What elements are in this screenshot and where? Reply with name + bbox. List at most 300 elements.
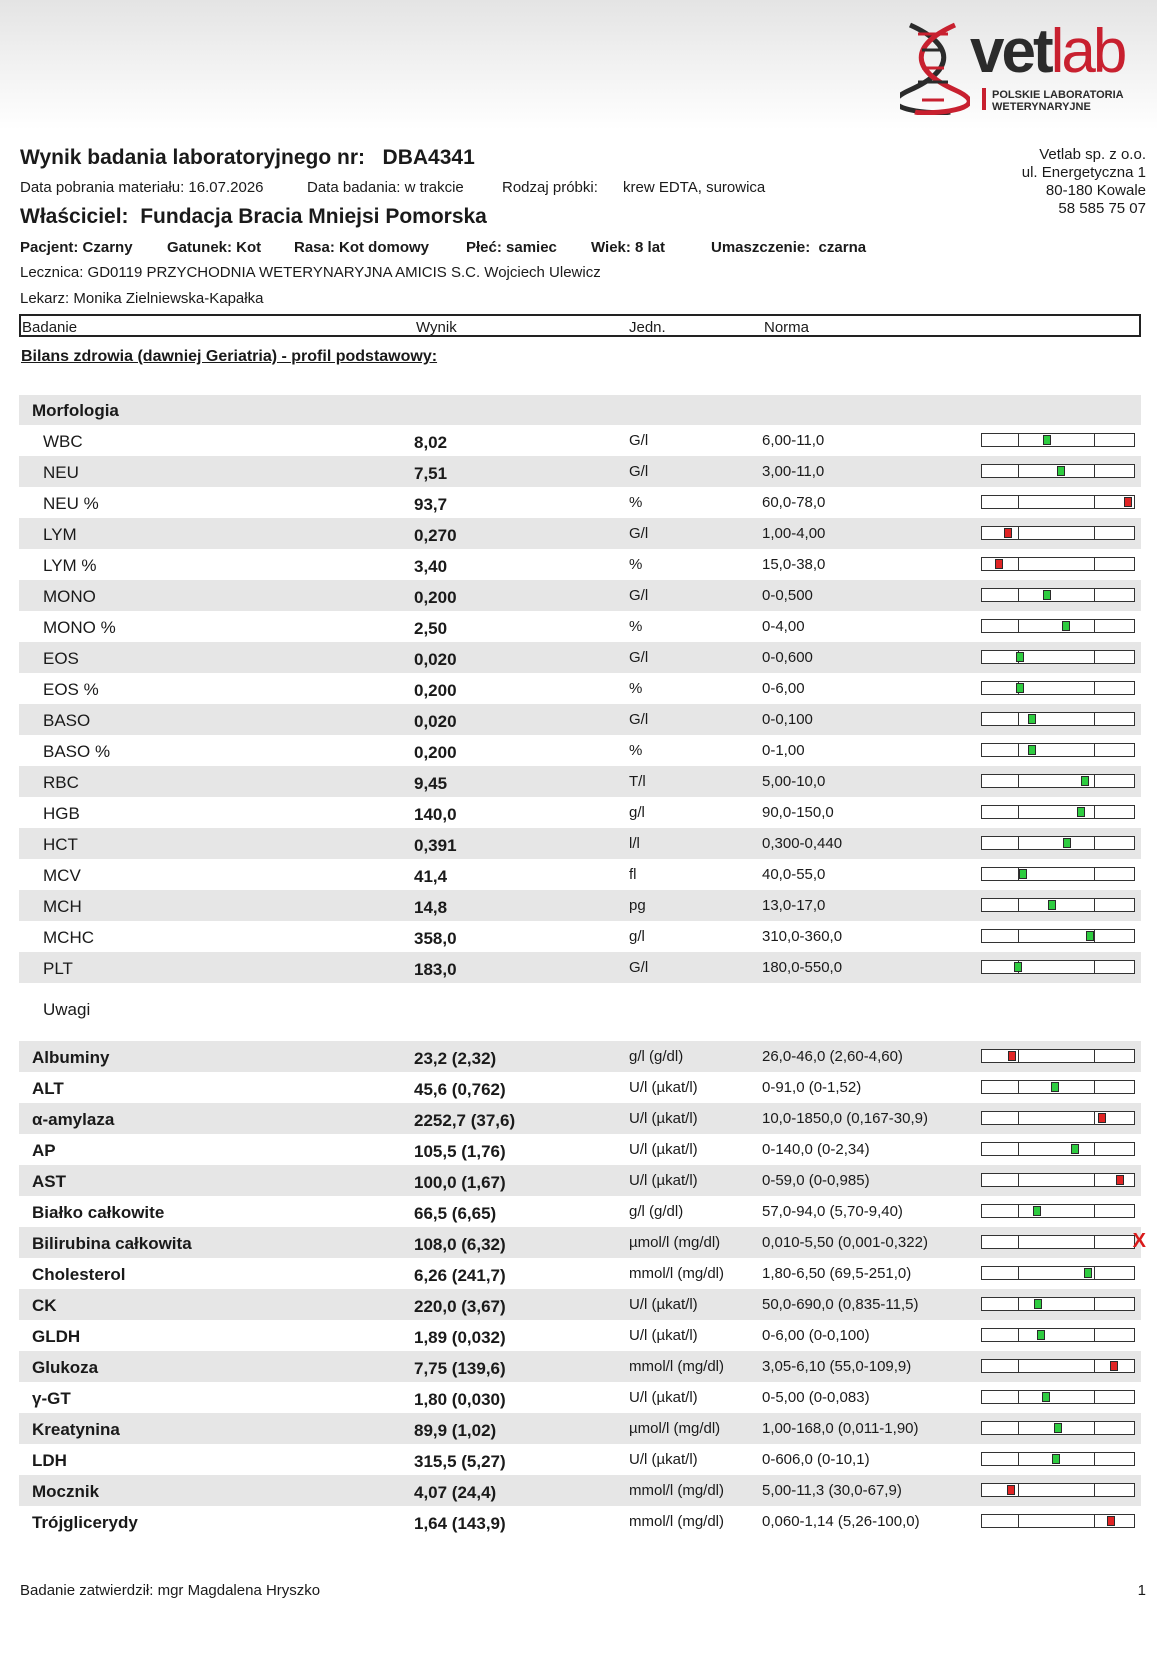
result-unit: U/l (µkat/l) <box>629 1079 698 1096</box>
result-unit: G/l <box>629 463 649 480</box>
value-marker <box>1028 714 1036 724</box>
result-unit: mmol/l (mg/dl) <box>629 1513 725 1530</box>
range-tick <box>1094 1236 1095 1248</box>
result-value: 1,80 (0,030) <box>414 1390 506 1409</box>
patient-sex: Płeć: samiec <box>466 239 557 256</box>
range-tick <box>1094 930 1095 942</box>
table-row <box>19 1258 1141 1289</box>
result-unit: mmol/l (mg/dl) <box>629 1358 725 1375</box>
value-marker <box>1063 838 1071 848</box>
range-indicator <box>981 1421 1135 1435</box>
value-marker <box>1098 1113 1106 1123</box>
result-unit: % <box>629 556 643 573</box>
result-value: 0,391 <box>414 836 457 855</box>
company-name: Vetlab sp. z o.o. <box>1039 146 1146 163</box>
range-tick <box>1094 651 1095 663</box>
range-tick <box>1094 589 1095 601</box>
value-marker <box>1019 869 1027 879</box>
company-address <box>1022 146 1146 218</box>
result-unit: µmol/l (mg/dl) <box>629 1420 721 1437</box>
out-of-range-mark: X <box>1132 1230 1146 1252</box>
result-unit: µmol/l (mg/dl) <box>629 1234 721 1251</box>
range-tick <box>1094 806 1095 818</box>
test-name: Kreatynina <box>32 1420 120 1439</box>
logo-subtitle: POLSKIE LABORATORIA WETERYNARYJNE <box>992 89 1124 113</box>
range-indicator <box>981 1452 1135 1466</box>
owner-line: Właściciel: Fundacja Bracia Mniejsi Pomorska <box>20 205 487 228</box>
reference-range: 60,0-78,0 <box>762 494 826 511</box>
value-marker <box>1086 931 1094 941</box>
result-unit: % <box>629 742 643 759</box>
collection-date: Data pobrania materiału: 16.07.2026 <box>20 179 264 196</box>
range-indicator <box>981 1266 1135 1280</box>
range-indicator <box>981 1359 1135 1373</box>
test-name: AP <box>32 1141 56 1160</box>
result-value: 0,020 <box>414 712 457 731</box>
reference-range: 1,00-168,0 (0,011-1,90) <box>762 1420 919 1437</box>
value-marker <box>1052 1454 1060 1464</box>
range-tick <box>1094 1050 1095 1062</box>
range-tick <box>1018 1360 1019 1372</box>
range-tick <box>1018 1422 1019 1434</box>
value-marker <box>1033 1206 1041 1216</box>
result-value: 105,5 (1,76) <box>414 1142 506 1161</box>
range-tick <box>1018 527 1019 539</box>
test-name: NEU <box>43 463 79 482</box>
result-value: 108,0 (6,32) <box>414 1235 506 1254</box>
range-tick <box>1094 1391 1095 1403</box>
range-indicator <box>981 619 1135 633</box>
reference-range: 0-6,00 <box>762 680 805 697</box>
result-unit: % <box>629 680 643 697</box>
table-row <box>19 859 1141 890</box>
logo-accent-bar <box>982 88 986 110</box>
reference-range: 0-5,00 (0-0,083) <box>762 1389 870 1406</box>
range-tick <box>1018 930 1019 942</box>
test-name: NEU % <box>43 494 99 513</box>
range-indicator <box>981 960 1135 974</box>
value-marker <box>1084 1268 1092 1278</box>
result-unit: mmol/l (mg/dl) <box>629 1482 725 1499</box>
value-marker <box>1014 962 1022 972</box>
value-marker <box>1016 652 1024 662</box>
table-row <box>19 580 1141 611</box>
reference-range: 0-0,600 <box>762 649 813 666</box>
table-row <box>19 1351 1141 1382</box>
value-marker <box>1004 528 1012 538</box>
result-unit: U/l (µkat/l) <box>629 1327 698 1344</box>
test-name: Białko całkowite <box>32 1203 165 1222</box>
range-tick <box>1094 1422 1095 1434</box>
patient-color: Umaszczenie: czarna <box>711 239 867 256</box>
value-marker <box>1007 1485 1015 1495</box>
range-tick <box>1094 1484 1095 1496</box>
range-tick <box>1094 465 1095 477</box>
result-value: 14,8 <box>414 898 448 917</box>
range-tick <box>1094 1174 1095 1186</box>
reference-range: 0-0,500 <box>762 587 813 604</box>
clinic: Lecznica: GD0119 PRZYCHODNIA WETERYNARYJNA AMICIS S.C. Wojciech Ulewicz <box>20 264 601 281</box>
value-marker <box>1016 683 1024 693</box>
value-marker <box>1116 1175 1124 1185</box>
result-unit: l/l <box>629 835 640 852</box>
result-value: 6,26 (241,7) <box>414 1266 506 1285</box>
result-unit: U/l (µkat/l) <box>629 1451 698 1468</box>
range-indicator <box>981 526 1135 540</box>
result-value: 1,89 (0,032) <box>414 1328 506 1347</box>
table-row <box>19 890 1141 921</box>
result-unit: G/l <box>629 587 649 604</box>
result-unit: mmol/l (mg/dl) <box>629 1265 725 1282</box>
range-tick <box>1018 1236 1019 1248</box>
value-marker <box>1037 1330 1045 1340</box>
reference-range: 3,00-11,0 <box>762 463 825 480</box>
table-row <box>19 642 1141 673</box>
result-value: 100,0 (1,67) <box>414 1173 506 1192</box>
table-row <box>19 1506 1141 1537</box>
range-indicator <box>981 836 1135 850</box>
range-indicator <box>981 557 1135 571</box>
value-marker <box>1042 1392 1050 1402</box>
result-value: 3,40 <box>414 557 448 576</box>
test-name: ALT <box>32 1079 64 1098</box>
result-unit: G/l <box>629 959 649 976</box>
dna-helix-icon <box>900 20 970 115</box>
result-value: 0,200 <box>414 743 457 762</box>
range-tick <box>1094 434 1095 446</box>
test-name: CK <box>32 1296 57 1315</box>
range-tick <box>1018 744 1019 756</box>
test-date: Data badania: w trakcie <box>307 179 464 196</box>
test-name: Cholesterol <box>32 1265 126 1284</box>
value-marker <box>1051 1082 1059 1092</box>
table-row <box>19 1103 1141 1134</box>
table-row <box>19 1289 1141 1320</box>
table-row <box>19 425 1141 456</box>
result-value: 7,75 (139,6) <box>414 1359 506 1378</box>
result-unit: U/l (µkat/l) <box>629 1296 698 1313</box>
range-tick <box>1018 1081 1019 1093</box>
range-indicator <box>981 1049 1135 1063</box>
table-row <box>19 1444 1141 1475</box>
sample-type-value: krew EDTA, surowica <box>623 179 766 196</box>
notes-label: Uwagi <box>43 1000 91 1019</box>
table-row <box>19 1382 1141 1413</box>
test-name: LYM <box>43 525 77 544</box>
result-unit: % <box>629 494 643 511</box>
range-indicator <box>981 743 1135 757</box>
range-tick <box>1094 1143 1095 1155</box>
test-name: Mocznik <box>32 1482 100 1501</box>
result-value: 0,200 <box>414 588 457 607</box>
range-tick <box>1018 465 1019 477</box>
company-phone: 58 585 75 07 <box>1058 200 1146 217</box>
test-name: AST <box>32 1172 66 1191</box>
doctor: Lekarz: Monika Zielniewska-Kapałka <box>20 290 264 307</box>
range-tick <box>1018 1453 1019 1465</box>
test-name: Glukoza <box>32 1358 99 1377</box>
table-row <box>19 1196 1141 1227</box>
reference-range: 0-1,00 <box>762 742 805 759</box>
result-unit: g/l <box>629 928 645 945</box>
test-name: EOS % <box>43 680 99 699</box>
morphology-title: Morfologia <box>32 401 119 420</box>
test-name: LYM % <box>43 556 97 575</box>
approved-by: Badanie zatwierdził: mgr Magdalena Hryszko <box>20 1582 321 1599</box>
test-name: EOS <box>43 649 79 668</box>
result-value: 220,0 (3,67) <box>414 1297 506 1316</box>
table-row <box>19 766 1141 797</box>
table-row <box>19 704 1141 735</box>
test-name: MONO % <box>43 618 116 637</box>
range-tick <box>1018 1298 1019 1310</box>
reference-range: 0-4,00 <box>762 618 805 635</box>
range-tick <box>1094 620 1095 632</box>
range-indicator <box>981 1297 1135 1311</box>
reference-range: 180,0-550,0 <box>762 959 843 976</box>
range-tick <box>1018 1329 1019 1341</box>
table-header <box>19 314 1141 337</box>
reference-range: 0-140,0 (0-2,34) <box>762 1141 870 1158</box>
range-tick <box>1018 775 1019 787</box>
table-row <box>19 797 1141 828</box>
range-tick <box>1018 713 1019 725</box>
range-tick <box>1018 1112 1019 1124</box>
test-name: WBC <box>43 432 83 451</box>
range-indicator <box>981 1142 1135 1156</box>
reference-range: 0,010-5,50 (0,001-0,322) <box>762 1234 928 1251</box>
test-name: MCHC <box>43 928 94 947</box>
range-tick <box>1094 558 1095 570</box>
reference-range: 90,0-150,0 <box>762 804 834 821</box>
range-tick <box>1094 1267 1095 1279</box>
range-tick <box>1018 1484 1019 1496</box>
result-value: 1,64 (143,9) <box>414 1514 506 1533</box>
range-tick <box>1018 899 1019 911</box>
table-row <box>19 611 1141 642</box>
result-unit: g/l (g/dl) <box>629 1203 684 1220</box>
test-name: GLDH <box>32 1327 81 1346</box>
value-marker <box>1054 1423 1062 1433</box>
table-row <box>19 1134 1141 1165</box>
value-marker <box>1034 1299 1042 1309</box>
range-tick <box>1018 1143 1019 1155</box>
test-name: PLT <box>43 959 73 978</box>
range-indicator <box>981 1080 1135 1094</box>
test-name: BASO <box>43 711 91 730</box>
reference-range: 0,300-0,440 <box>762 835 843 852</box>
result-unit: G/l <box>629 711 649 728</box>
range-tick <box>1018 1391 1019 1403</box>
value-marker <box>995 559 1003 569</box>
logo-wordmark: vetlab <box>970 17 1125 86</box>
reference-range: 6,00-11,0 <box>762 432 825 449</box>
value-marker <box>1028 745 1036 755</box>
range-indicator <box>981 867 1135 881</box>
result-unit: g/l <box>629 804 645 821</box>
result-unit: % <box>629 618 643 635</box>
table-row <box>19 1072 1141 1103</box>
range-tick <box>1094 1360 1095 1372</box>
range-tick <box>1094 1453 1095 1465</box>
patient-breed: Rasa: Kot domowy <box>294 239 430 256</box>
result-value: 89,9 (1,02) <box>414 1421 497 1440</box>
range-tick <box>1018 1050 1019 1062</box>
company-city: 80-180 Kowale <box>1045 182 1146 199</box>
reference-range: 50,0-690,0 (0,835-11,5) <box>762 1296 919 1313</box>
range-indicator <box>981 1390 1135 1404</box>
range-indicator <box>981 1230 1146 1252</box>
range-tick <box>1094 713 1095 725</box>
reference-range: 0-59,0 (0-0,985) <box>762 1172 870 1189</box>
range-indicator <box>981 433 1135 447</box>
result-unit: g/l (g/dl) <box>629 1048 684 1065</box>
table-row <box>19 1320 1141 1351</box>
range-indicator <box>981 929 1135 943</box>
reference-range: 0-0,100 <box>762 711 813 728</box>
value-marker <box>1062 621 1070 631</box>
range-indicator <box>981 1483 1135 1497</box>
result-value: 9,45 <box>414 774 448 793</box>
range-indicator <box>981 1514 1135 1528</box>
range-tick <box>1094 1112 1095 1124</box>
table-row <box>19 1041 1141 1072</box>
result-value: 66,5 (6,65) <box>414 1204 497 1223</box>
range-indicator <box>981 1328 1135 1342</box>
reference-range: 1,00-4,00 <box>762 525 826 542</box>
range-tick <box>1094 899 1095 911</box>
range-indicator <box>981 898 1135 912</box>
reference-range: 10,0-1850,0 (0,167-30,9) <box>762 1110 928 1127</box>
value-marker <box>1057 466 1065 476</box>
reference-range: 57,0-94,0 (5,70-9,40) <box>762 1203 903 1220</box>
result-value: 0,020 <box>414 650 457 669</box>
range-tick <box>1018 1267 1019 1279</box>
result-unit: G/l <box>629 649 649 666</box>
reference-range: 40,0-55,0 <box>762 866 826 883</box>
col-norm: Norma <box>764 319 810 336</box>
test-name: MONO <box>43 587 96 606</box>
test-name: MCV <box>43 866 81 885</box>
range-tick <box>1018 496 1019 508</box>
result-value: 93,7 <box>414 495 448 514</box>
range-indicator <box>981 1111 1135 1125</box>
result-unit: pg <box>629 897 646 914</box>
value-marker <box>1107 1516 1115 1526</box>
table-row <box>19 487 1141 518</box>
value-marker <box>1077 807 1085 817</box>
range-indicator <box>981 805 1135 819</box>
table-row <box>19 1413 1141 1444</box>
test-name: LDH <box>32 1451 67 1470</box>
test-name: α-amylaza <box>32 1110 115 1129</box>
range-tick <box>1094 775 1095 787</box>
range-indicator <box>981 1173 1135 1187</box>
table-row <box>19 1227 1146 1258</box>
patient-name: Pacjent: Czarny <box>20 239 133 256</box>
table-row <box>19 952 1141 983</box>
col-unit: Jedn. <box>629 319 666 336</box>
table-row <box>19 828 1141 859</box>
result-unit: U/l (µkat/l) <box>629 1110 698 1127</box>
range-tick <box>1018 620 1019 632</box>
report-title: Wynik badania laboratoryjnego nr: DBA4341 <box>20 146 475 169</box>
range-tick <box>1094 868 1095 880</box>
reference-range: 5,00-10,0 <box>762 773 826 790</box>
reference-range: 1,80-6,50 (69,5-251,0) <box>762 1265 912 1282</box>
table-row <box>19 549 1141 580</box>
test-name: HCT <box>43 835 78 854</box>
profile-title: Bilans zdrowia (dawniej Geriatria) - profil podstawowy: <box>21 348 438 365</box>
range-tick <box>1018 837 1019 849</box>
reference-range: 0-6,00 (0-0,100) <box>762 1327 870 1344</box>
test-name: γ-GT <box>32 1389 71 1408</box>
result-value: 41,4 <box>414 867 448 886</box>
result-value: 0,200 <box>414 681 457 700</box>
range-indicator <box>981 681 1135 695</box>
result-unit: G/l <box>629 432 649 449</box>
value-marker <box>1124 497 1132 507</box>
result-unit: U/l (µkat/l) <box>629 1141 698 1158</box>
table-row <box>19 673 1141 704</box>
result-value: 7,51 <box>414 464 448 483</box>
table-row <box>19 456 1141 487</box>
range-indicator <box>981 588 1135 602</box>
test-name: Trójglicerydy <box>32 1513 138 1532</box>
col-test: Badanie <box>22 319 78 336</box>
reference-range: 13,0-17,0 <box>762 897 826 914</box>
range-tick <box>1094 744 1095 756</box>
range-tick <box>1018 1205 1019 1217</box>
range-tick <box>1018 589 1019 601</box>
value-marker <box>1071 1144 1079 1154</box>
test-name: MCH <box>43 897 82 916</box>
value-marker <box>1043 590 1051 600</box>
result-value: 23,2 (2,32) <box>414 1049 497 1068</box>
result-value: 4,07 (24,4) <box>414 1483 497 1502</box>
test-name: BASO % <box>43 742 111 761</box>
range-tick <box>1018 1174 1019 1186</box>
test-name: RBC <box>43 773 79 792</box>
result-unit: U/l (µkat/l) <box>629 1172 698 1189</box>
result-unit: fl <box>629 866 637 883</box>
range-indicator <box>981 774 1135 788</box>
range-tick <box>1018 1515 1019 1527</box>
reference-range: 0-91,0 (0-1,52) <box>762 1079 862 1096</box>
result-value: 8,02 <box>414 433 448 452</box>
result-value: 2252,7 (37,6) <box>414 1111 516 1130</box>
owner-name: Fundacja Bracia Mniejsi Pomorska <box>140 205 487 228</box>
test-name: HGB <box>43 804 80 823</box>
value-marker <box>1008 1051 1016 1061</box>
range-tick <box>1094 1329 1095 1341</box>
range-tick <box>1094 496 1095 508</box>
page-number: 1 <box>1137 1582 1146 1599</box>
result-value: 183,0 <box>414 960 457 979</box>
test-name: Albuminy <box>32 1048 110 1067</box>
test-name: Bilirubina całkowita <box>32 1234 192 1253</box>
result-value: 140,0 <box>414 805 457 824</box>
range-tick <box>1094 837 1095 849</box>
col-result: Wynik <box>416 319 457 336</box>
table-row <box>19 518 1141 549</box>
range-tick <box>1094 1081 1095 1093</box>
reference-range: 310,0-360,0 <box>762 928 843 945</box>
range-indicator <box>981 650 1135 664</box>
range-indicator <box>981 495 1135 509</box>
range-tick <box>1094 1515 1095 1527</box>
value-marker <box>1110 1361 1118 1371</box>
